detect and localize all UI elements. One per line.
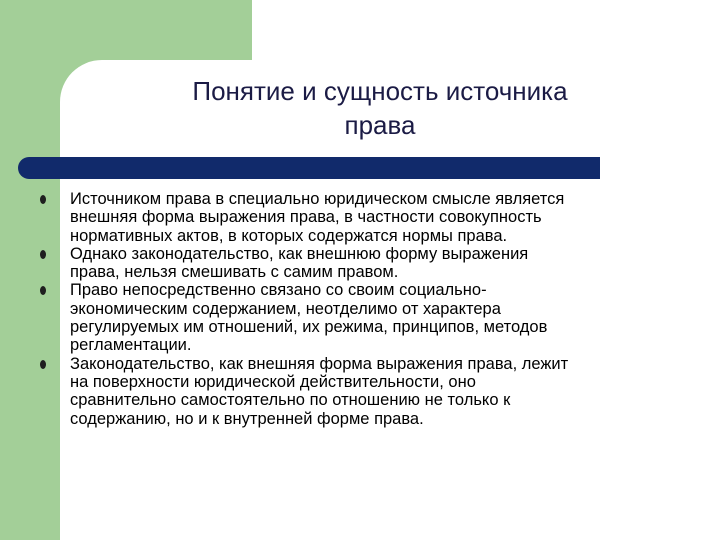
bullet-text: Законодательство, как внешняя форма выражения права, лежит на поверхности юридической действительности, оно сравнительно самостоятельно по отношению не только к содержанию, но и к внутренней форме права.	[70, 354, 569, 428]
bullet-text: Право непосредственно связано со своим социально- экономическим содержанием, неотделимо от характера регулируемых им отношений, их режима, принципов, методов регламентации.	[70, 281, 548, 355]
bullet-item	[40, 245, 680, 282]
title-divider-bar	[18, 157, 600, 179]
bullet-item	[40, 355, 680, 428]
bullet-item	[40, 281, 680, 354]
bullet-text: Источником права в специально юридическом смысле является внешняя форма выражения права, в частности совокупность нормативных актов, в которых содержатся нормы права.	[70, 190, 565, 245]
bullet-dot-icon	[40, 286, 46, 295]
bullet-item	[40, 190, 680, 245]
bullet-dot-icon	[40, 195, 46, 204]
bullet-text: Однако законодательство, как внешнюю форму выражения права, нельзя смешивать с самим правом.	[70, 244, 529, 282]
bullet-dot-icon	[40, 250, 46, 259]
bullet-list	[40, 190, 680, 428]
bullet-dot-icon	[40, 360, 46, 369]
slide-title: Понятие и сущность источника права	[192, 76, 568, 140]
